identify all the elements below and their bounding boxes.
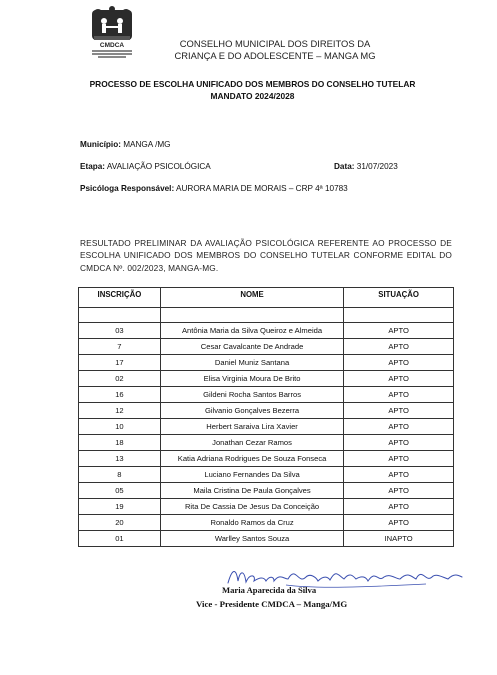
cell-nome: Rita De Cassia De Jesus Da Conceição [160, 499, 343, 515]
cell-inscricao: 18 [79, 435, 161, 451]
header-nome: NOME [160, 288, 343, 308]
data-label: Data: [334, 162, 355, 171]
results-table [78, 287, 454, 547]
cell-situacao: APTO [344, 515, 454, 531]
table-row [79, 467, 454, 483]
etapa-value: AVALIAÇÃO PSICOLÓGICA [106, 162, 211, 171]
cell-situacao: APTO [344, 339, 454, 355]
cell-nome: Daniel Muniz Santana [160, 355, 343, 371]
cell-inscricao: 19 [79, 499, 161, 515]
cell-inscricao: 17 [79, 355, 161, 371]
result-description: RESULTADO PRELIMINAR DA AVALIAÇÃO PSICOLÓGICA REFERENTE AO PROCESSO DE ESCOLHA UNIFICADO DOS MEMBROS DO CONSELHO TUTELAR CONFORME EDITAL DO CMDCA Nº. 002/2023, MANGA-MG. [80, 238, 452, 273]
cell-inscricao: 02 [79, 371, 161, 387]
cell-situacao: APTO [344, 467, 454, 483]
title-line-1: PROCESSO DE ESCOLHA UNIFICADO DOS MEMBROS DO CONSELHO TUTELAR [89, 79, 416, 89]
cell-inscricao: 01 [79, 531, 161, 547]
psicologa-line [80, 184, 348, 193]
cell-inscricao: 7 [79, 339, 161, 355]
org-line-2: CRIANÇA E DO ADOLESCENTE – MANGA MG [174, 49, 376, 61]
cell-nome: Warlley Santos Souza [160, 531, 343, 547]
cell-situacao: APTO [344, 483, 454, 499]
cell-inscricao: 10 [79, 419, 161, 435]
etapa-label: Etapa: [80, 162, 106, 171]
table-row [79, 403, 454, 419]
data-value: 31/07/2023 [356, 162, 398, 171]
municipio-value: MANGA /MG [123, 140, 171, 149]
data-line [334, 162, 398, 171]
signatory-role: Vice - Presidente CMDCA – Manga/MG [196, 599, 348, 609]
table-header-row [79, 288, 454, 308]
cell-situacao: APTO [344, 419, 454, 435]
table-row [79, 419, 454, 435]
signatory-name: Maria Aparecida da Silva [222, 585, 317, 595]
table-row [79, 355, 454, 371]
cell-situacao: APTO [344, 371, 454, 387]
process-title [70, 78, 435, 102]
cell-situacao: APTO [344, 403, 454, 419]
etapa-line [80, 162, 211, 171]
cell-inscricao: 03 [79, 323, 161, 339]
org-line-1: CONSELHO MUNICIPAL DOS DIREITOS DA [179, 38, 371, 49]
cell-inscricao: 13 [79, 451, 161, 467]
cell-inscricao: 20 [79, 515, 161, 531]
cell-inscricao: 05 [79, 483, 161, 499]
cell-nome: Luciano Fernandes Da Silva [160, 467, 343, 483]
header-inscricao: INSCRIÇÃO [79, 288, 161, 308]
cell-situacao: APTO [344, 499, 454, 515]
table-row [79, 499, 454, 515]
psicologa-label: Psicóloga Responsável: [80, 184, 175, 193]
table-row [79, 323, 454, 339]
table-row [79, 451, 454, 467]
table-spacer-row [79, 308, 454, 323]
cell-inscricao: 12 [79, 403, 161, 419]
cell-nome: Gilvanio Gonçalves Bezerra [160, 403, 343, 419]
cell-nome: Herbert Saraiva Lira Xavier [160, 419, 343, 435]
cell-situacao: APTO [344, 451, 454, 467]
cmdca-logo [86, 6, 138, 64]
psicologa-value: AURORA MARIA DE MORAIS – CRP 4ª 10783 [176, 184, 348, 193]
table-row [79, 387, 454, 403]
cell-nome: Antônia Maria da Silva Queiroz e Almeida [160, 323, 343, 339]
municipio-line [80, 140, 171, 149]
table-row [79, 371, 454, 387]
cell-nome: Jonathan Cezar Ramos [160, 435, 343, 451]
table-row [79, 531, 454, 547]
header-situacao: SITUAÇÃO [344, 288, 454, 308]
cell-situacao: APTO [344, 435, 454, 451]
cell-inscricao: 16 [79, 387, 161, 403]
table-row [79, 435, 454, 451]
cell-situacao: APTO [344, 355, 454, 371]
cell-nome: Gildeni Rocha Santos Barros [160, 387, 343, 403]
cell-nome: Katia Adriana Rodrigues De Souza Fonseca [160, 451, 343, 467]
cell-inscricao: 8 [79, 467, 161, 483]
cell-situacao: INAPTO [344, 531, 454, 547]
table-row [79, 515, 454, 531]
table-row [79, 483, 454, 499]
municipio-label: Município: [80, 140, 121, 149]
cell-situacao: APTO [344, 387, 454, 403]
cell-nome: Maila Cristina De Paula Gonçalves [160, 483, 343, 499]
cell-nome: Elisa Virginia Moura De Brito [160, 371, 343, 387]
logo-subtitle-lines [86, 49, 138, 59]
organization-name [160, 38, 390, 61]
cell-nome: Ronaldo Ramos da Cruz [160, 515, 343, 531]
cell-nome: Cesar Cavalcante De Andrade [160, 339, 343, 355]
title-line-2: MANDATO 2024/2028 [210, 91, 295, 101]
table-row [79, 339, 454, 355]
logo-text: CMDCA [99, 42, 125, 49]
cell-situacao: APTO [344, 323, 454, 339]
